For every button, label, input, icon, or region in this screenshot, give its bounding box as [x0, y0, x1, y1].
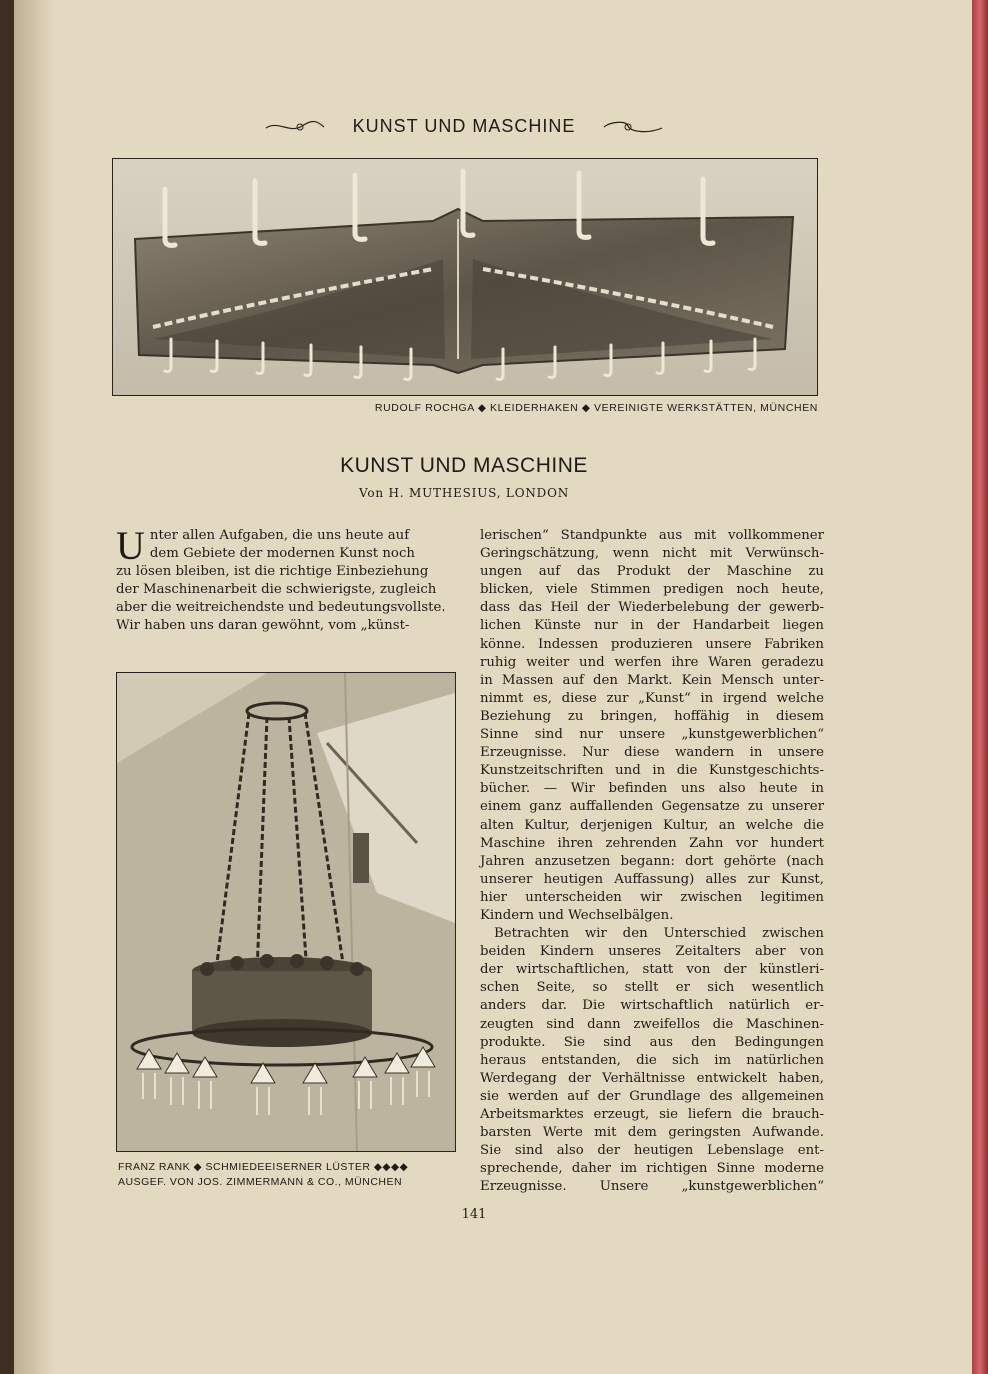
figure2-caption-line2: AUSGEF. VON JOS. ZIMMERMANN & CO., MÜNCHEN: [118, 1176, 403, 1188]
text-line: Maschine ihren zehrenden Zahn vor hundert: [480, 835, 824, 851]
figure1-caption: RUDOLF ROCHGA ◆ KLEIDERHAKEN ◆ VEREINIGTE WERKSTÄTTEN, MÜNCHEN: [374, 402, 818, 414]
text-line: zeugten sind dann zweifellos die Maschinen-: [480, 1016, 824, 1032]
coat-rack-photo: [112, 158, 818, 396]
running-head-text: KUNST UND MASCHINE: [352, 116, 576, 136]
text-line: bücher. — Wir befinden uns also heute in: [480, 781, 824, 797]
text-line: Sinne sind nur unsere „kunstgewerblichen“: [480, 727, 824, 743]
text-line: barsten Werte mit dem geringsten Aufwande.: [480, 1125, 824, 1141]
figure2-caption: [118, 1160, 458, 1190]
coat-rack-illustration: [113, 159, 817, 395]
text-line: dass das Heil der Wiederbelebung der gewerb-: [480, 600, 824, 616]
left-column-text: [116, 523, 458, 645]
text-line: Werdegang der Verhältnisse entwickelt haben,: [480, 1070, 824, 1086]
text-line: alten Kultur, derjenigen Kultur, an welche die: [480, 817, 824, 833]
gutter-shadow: [14, 0, 54, 1374]
text-line: Kindern und Wechselbälgen.: [480, 907, 674, 923]
right-flourish-icon: [600, 116, 664, 136]
text-line: Arbeitsmarktes erzeugt, sie liefern die brauch-: [480, 1107, 824, 1122]
figure2-caption-line1: FRANZ RANK ◆ SCHMIEDEEISERNER LÜSTER ◆◆◆◆: [118, 1161, 409, 1173]
book-page: [14, 0, 972, 1374]
text-line: unserer heutigen Auffassung) alles zur Kunst,: [480, 871, 824, 887]
text-line: aber die weitreichendste und bedeutungsvollste.: [116, 600, 446, 616]
text-line: Sie sind also der heutigen Lebenslage ent-: [480, 1143, 824, 1159]
text-line: könne. Indessen produzieren unsere Fabriken: [480, 636, 824, 652]
article-byline: Von H. MUTHESIUS, LONDON: [358, 486, 570, 500]
text-line: produkte. Sie sind aus den Bedingungen: [480, 1034, 824, 1050]
text-line: lerischen“ Standpunkte aus mit vollkommener: [480, 528, 824, 543]
text-line: Geringschätzung, wenn nicht mit Verwünsch-: [480, 546, 824, 562]
text-line: dem Gebiete der modernen Kunst noch: [149, 546, 415, 562]
book-edge: [972, 0, 988, 1374]
text-line: Erzeugnisse. Unsere „kunstgewerblichen“: [480, 1179, 824, 1195]
text-line: schen Seite, so stellt er sich wesentlich: [480, 980, 824, 996]
text-line: beiden Kindern unseres Zeitalters aber von: [480, 944, 824, 960]
text-line: zu lösen bleiben, ist die richtige Einbeziehung: [116, 564, 429, 580]
text-line: nter allen Aufgaben, die uns heute auf: [149, 528, 410, 543]
article-title: KUNST UND MASCHINE: [340, 454, 588, 477]
text-line: anders dar. Die wirtschaftlich natürlich er-: [480, 998, 824, 1014]
text-line: der Maschinenarbeit die schwierigste, zugleich: [116, 582, 437, 598]
text-line: Jahren anzusetzen begann: dort gehörte (nach: [480, 853, 824, 869]
text-line: in Massen auf den Markt. Kein Mensch unter-: [480, 672, 824, 688]
text-line: Kunstzeitschriften und in die Kunstgeschichts-: [480, 763, 824, 779]
text-line: Erzeugnisse. Nur diese wandern in unsere: [480, 745, 824, 761]
running-head: [264, 116, 664, 142]
left-flourish-icon: [264, 116, 328, 136]
text-line: der wirtschaftlichen, statt von der künstleri-: [480, 962, 824, 978]
chandelier-illustration: [117, 673, 455, 1151]
page-number: 141: [461, 1207, 487, 1222]
chandelier-photo: [116, 672, 456, 1152]
text-line: einem ganz auffallenden Gegensatze zu unserer: [480, 799, 824, 815]
drop-cap: U: [116, 523, 145, 568]
text-line: ungen auf das Produkt der Maschine zu: [480, 564, 824, 580]
text-line: blicken, viele Stimmen predigen noch heute,: [480, 582, 824, 598]
right-column-text: [480, 527, 824, 1193]
text-line: lichen Künste nur in der Handarbeit liegen: [480, 618, 824, 634]
text-line: Beziehung zu bringen, hoffähig in diesem: [480, 708, 824, 724]
text-line: Wir haben uns daran gewöhnt, vom „künst-: [116, 618, 410, 634]
text-line: sprechende, daher im richtigen Sinne moderne: [480, 1161, 824, 1177]
text-line: Betrachten wir den Unterschied zwischen: [494, 926, 824, 942]
text-line: hier unterscheiden wir zwischen legitimen: [480, 889, 824, 905]
text-line: sie werden auf der Grundlage des allgemeinen: [480, 1088, 824, 1104]
text-line: nimmt es, diese zur „Kunst“ in irgend welche: [480, 690, 824, 706]
text-line: heraus entstanden, die sich im natürlichen: [480, 1052, 824, 1068]
text-line: ruhig weiter und werfen ihre Waren geradezu: [480, 654, 824, 670]
